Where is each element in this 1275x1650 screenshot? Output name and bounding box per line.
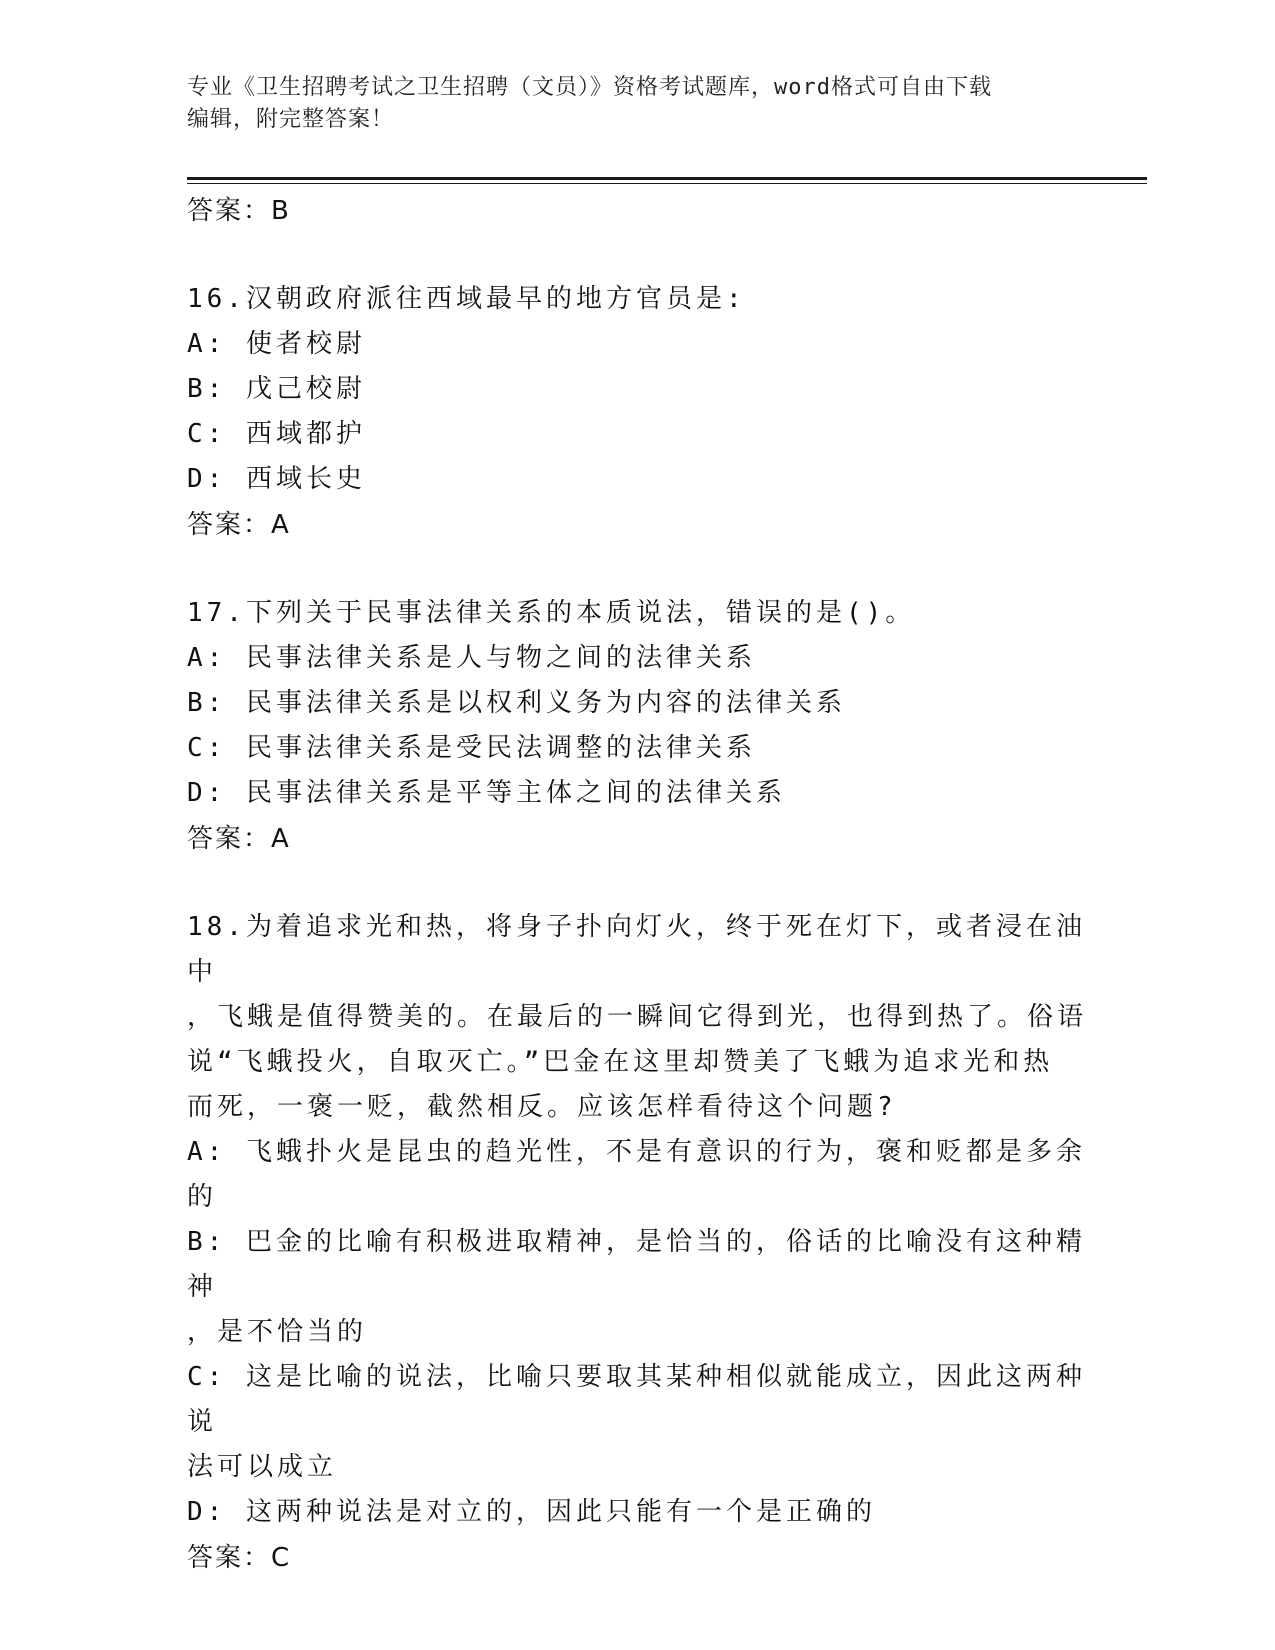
question-text: 16.汉朝政府派往西域最早的地方官员是: <box>187 284 746 314</box>
option-d: D: 西域长史 <box>187 464 366 494</box>
question-text-line: 而死，一褒一贬，截然相反。应该怎样看待这个问题? <box>187 1092 897 1122</box>
option-b-continued: ，是不恰当的 <box>187 1317 368 1347</box>
header-line-2: 编辑，附完整答案！ <box>187 107 395 132</box>
option-b: B: 民事法律关系是以权利义务为内容的法律关系 <box>187 688 846 718</box>
option-a: A: 飞蛾扑火是昆虫的趋光性，不是有意识的行为，褒和贬都是多余的 <box>187 1137 1086 1212</box>
option-c: C: 西域都护 <box>187 419 366 449</box>
question-content <box>187 188 1087 1581</box>
question-16 <box>187 277 1087 548</box>
option-b: B: 巴金的比喻有积极进取精神，是恰当的，俗话的比喻没有这种精神 <box>187 1227 1086 1302</box>
header-divider-thick <box>187 177 1147 180</box>
answer-label: 答案：A <box>187 824 291 854</box>
option-a: A: 民事法律关系是人与物之间的法律关系 <box>187 643 756 673</box>
option-c: C: 民事法律关系是受民法调整的法律关系 <box>187 733 756 763</box>
answer-label: 答案：B <box>187 196 291 226</box>
option-d: D: 民事法律关系是平等主体之间的法律关系 <box>187 778 786 808</box>
document-header <box>187 72 1067 136</box>
option-a: A: 使者校尉 <box>187 329 366 359</box>
option-d: D: 这两种说法是对立的，因此只能有一个是正确的 <box>187 1497 876 1527</box>
question-text: 17.下列关于民事法律关系的本质说法，错误的是()。 <box>187 598 916 628</box>
header-line-1: 专业《卫生招聘考试之卫生招聘（文员）》资格考试题库，word格式可自由下载 <box>187 75 992 100</box>
answer-label: 答案：C <box>187 1543 292 1573</box>
question-18 <box>187 905 1087 1581</box>
option-b: B: 戊己校尉 <box>187 374 366 404</box>
answer-label: 答案：A <box>187 510 291 540</box>
question-text-line: 18.为着追求光和热，将身子扑向灯火，终于死在灯下，或者浸在油中 <box>187 912 1086 987</box>
question-text-line: 说“飞蛾投火，自取灭亡。”巴金在这里却赞美了飞蛾为追求光和热 <box>187 1047 1054 1077</box>
question-text-line: ，飞蛾是值得赞美的。在最后的一瞬间它得到光，也得到热了。俗语 <box>187 1002 1088 1032</box>
option-c: C: 这是比喻的说法，比喻只要取其某种相似就能成立，因此这两种说 <box>187 1362 1086 1437</box>
header-divider-thin <box>187 183 1147 184</box>
question-17 <box>187 591 1087 862</box>
option-c-continued: 法可以成立 <box>187 1452 338 1482</box>
